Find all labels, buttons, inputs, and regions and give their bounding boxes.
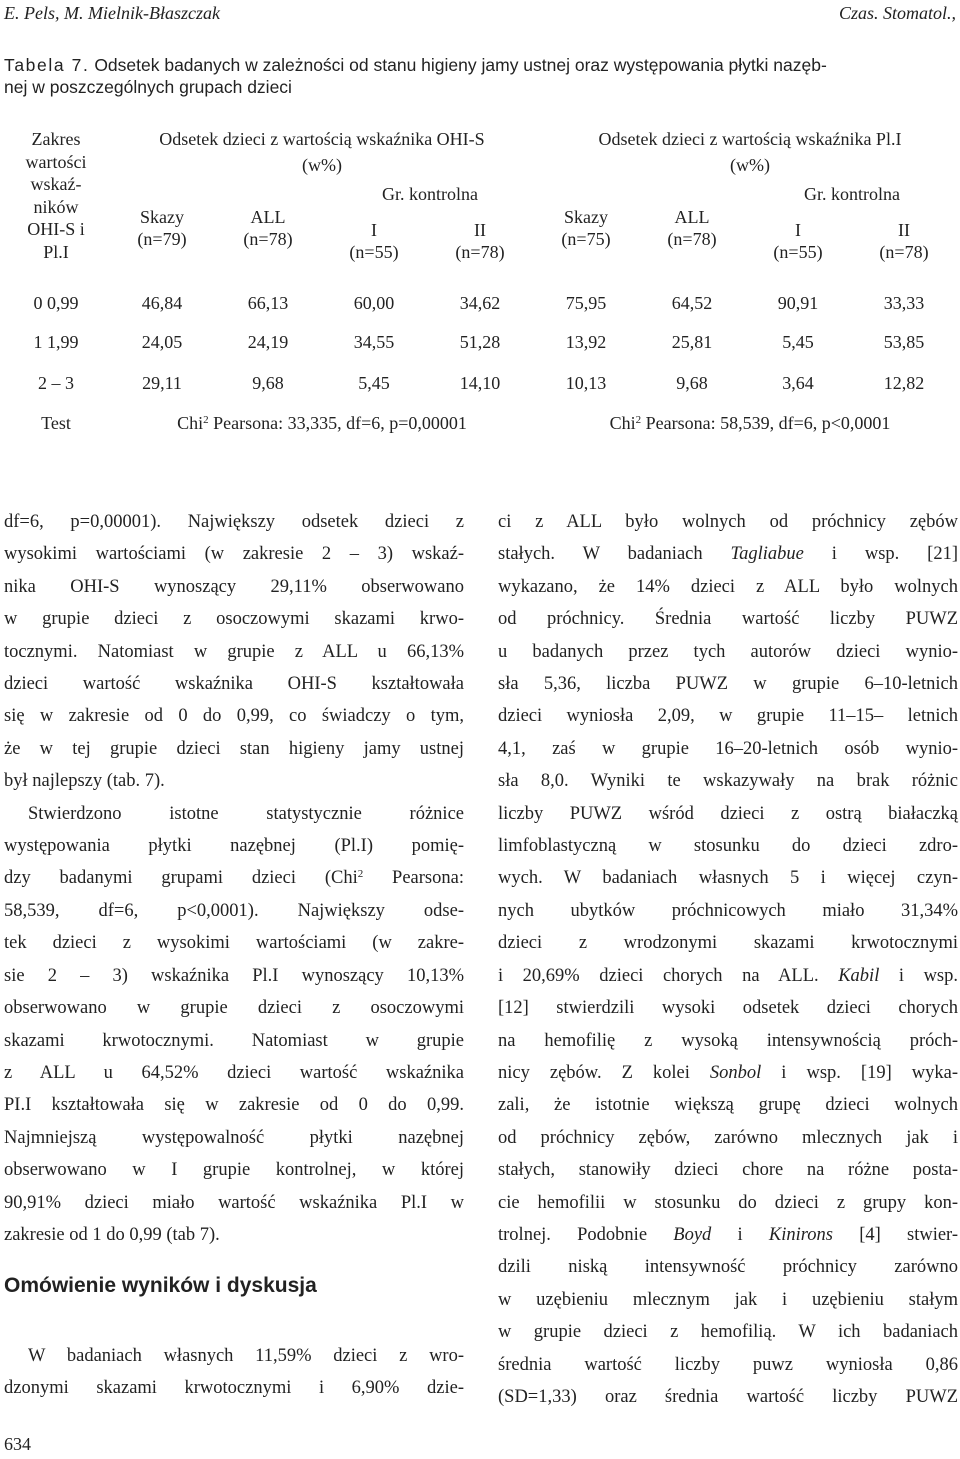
group1-unit: (w%) <box>302 155 342 175</box>
stub-line: wskaź- <box>30 174 82 195</box>
table-cell: 13,92 <box>565 332 607 352</box>
text-line: [12] stwierdzili wysoki odsetek dzieci chorych <box>498 998 958 1019</box>
text-line: 90,91% dzieci miało wartość wskaźnika Pl.I w <box>4 1192 464 1213</box>
control-group-label: Gr. kontrolna <box>804 184 900 204</box>
text-line <box>4 862 464 894</box>
author-name: Tagliabue <box>730 544 804 565</box>
text-line: u badanych przez tych autorów dzieci wynio- <box>498 641 958 662</box>
text-line: 58,539, df=6, p<0,0001). Największy odse- <box>4 900 464 921</box>
paragraph <box>4 798 464 1252</box>
text-line: dzieci wartość wskaźnika OHI-S kształtowała <box>4 674 464 695</box>
table-cell: 5,45 <box>782 332 814 352</box>
author-name: Kinirons <box>768 1224 833 1245</box>
text-line: df=6, p=0,00001). Największy odsetek dzieci z <box>4 512 464 532</box>
test-stats: Pearsona: 58,539, df=6, p<0,0001 <box>641 413 891 433</box>
body-left-column-lower <box>4 1340 464 1405</box>
results-table <box>0 124 960 444</box>
table-cell: 34,62 <box>459 293 501 313</box>
text-line: występowania płytki nazębnej (Pl.I) pomię- <box>4 836 464 857</box>
table-cell: 53,85 <box>883 332 925 352</box>
text-line <box>498 1219 958 1251</box>
text-line: zali, że istotnie większą grupę dzieci wolnych <box>498 1095 958 1116</box>
text-line: sie 2 – 3) wskaźnika Pl.I wynoszący 10,13% <box>4 965 464 986</box>
text-line: (SD=1,33) oraz średnia wartość liczby PUWZ <box>498 1386 958 1407</box>
text-line: nych ubytków próchnicowych miało 31,34% <box>498 900 958 921</box>
text-line: wykazano, że 14% dzieci z ALL było wolnych <box>498 576 958 597</box>
stub-line: wartości <box>25 151 87 172</box>
text-line: tek dzieci z wysokimi wartościami (w zakre- <box>4 933 464 954</box>
col-head-n: (n=78) <box>455 242 505 262</box>
text-line: nika OHI-S wynoszący 29,11% obserwowano <box>4 576 464 597</box>
text-line: wysokimi wartościami (w zakresie 2 – 3) wskaź- <box>4 544 464 565</box>
text-line: sła 5,36, liczba PUWZ w grupie 6–10-letnich <box>498 674 958 695</box>
body-right-column <box>498 506 958 1413</box>
table-cell: 9,68 <box>676 373 708 393</box>
text-line: dzieci z wrodzonymi skazami krwotocznymi <box>498 933 958 954</box>
text-line: limfoblastyczną w stosunku do dzieci zdro- <box>498 836 958 857</box>
row-range: 0 0,99 <box>33 293 79 313</box>
header-authors: E. Pels, M. Mielnik-Błaszczak <box>4 3 220 23</box>
test-chi: Chi <box>177 413 204 433</box>
text-line: cie hemofilii w stosunku do dzieci z grupy kon- <box>498 1192 958 1213</box>
table-cell: 29,11 <box>142 373 182 393</box>
row-range: 1 1,99 <box>33 332 79 352</box>
table-stub-header <box>0 128 112 264</box>
author-name: Kabil <box>838 965 880 986</box>
col-head-name: II <box>474 220 486 240</box>
col-head-n: (n=78) <box>667 229 717 249</box>
text-line: Najmniejszą występowalność płytki nazębnej <box>4 1127 464 1148</box>
text-line: zakresie od 1 do 0,99 (tab 7). <box>4 1224 220 1245</box>
text-line: Stwierdzono istotne statystycznie różnice <box>28 803 464 824</box>
test-result-pli <box>540 412 960 434</box>
text-run: i wsp. [19] wyka- <box>761 1062 958 1083</box>
table-cell: 64,52 <box>671 293 713 313</box>
col-head-n: (n=55) <box>773 242 823 262</box>
col-head <box>652 206 732 250</box>
text-line: stałych, stanowiły dzieci chore na różne posta- <box>498 1160 958 1181</box>
text-run: dzy badanymi grupami dzieci (Chi <box>4 868 358 889</box>
stub-line: Zakres <box>31 129 81 149</box>
text-line: średnia wartość liczby puwz wyniosła 0,86 <box>498 1354 958 1375</box>
col-head-n: (n=79) <box>137 229 187 249</box>
col-head-n: (n=75) <box>561 229 611 249</box>
table-cell: 24,19 <box>247 332 289 352</box>
text-line: że w tej grupie dzieci stan higieny jamy ustnej <box>4 738 464 759</box>
test-stats: Pearsona: 33,335, df=6, p=0,00001 <box>208 413 467 433</box>
table-cell: 24,05 <box>141 332 183 352</box>
text-run: i 20,69% dzieci chorych na ALL. <box>498 965 839 986</box>
text-line: skazami krwotocznymi. Natomiast w grupie <box>4 1030 464 1051</box>
col-head-name: Skazy <box>564 207 608 227</box>
table-cell: 3,64 <box>782 373 814 393</box>
col-head <box>864 219 944 263</box>
table-cell: 14,10 <box>459 373 501 393</box>
stub-line: OHI-S i <box>27 219 85 240</box>
text-run: trolnej. Podobnie <box>498 1224 674 1245</box>
group2-unit: (w%) <box>730 155 770 175</box>
author-name: Boyd <box>673 1224 712 1245</box>
table-caption <box>4 54 954 98</box>
paragraph <box>4 1340 464 1405</box>
text-line: w grupie dzieci z osoczowymi skazami krwo- <box>4 609 464 630</box>
text-run: i wsp. [21] <box>803 544 958 565</box>
text-line: ci z ALL było wolnych od próchnicy zębów <box>498 512 958 532</box>
text-line: od próchnicy. Średnia wartość liczby PUWZ <box>498 609 958 630</box>
table-cell: 66,13 <box>247 293 289 313</box>
table-cell: 75,95 <box>565 293 607 313</box>
col-head <box>440 219 520 263</box>
text-line: liczby PUWZ wśród dzieci z ostrą białaczką <box>498 803 958 824</box>
test-result-ohis <box>112 412 532 434</box>
table-cell: 46,84 <box>141 293 183 313</box>
body-left-column <box>4 506 464 1251</box>
test-sup: 2 <box>635 414 642 426</box>
control-group-label: Gr. kontrolna <box>382 184 478 204</box>
table-cell: 90,91 <box>777 293 819 313</box>
table-caption-text: Odsetek badanych w zależności od stanu higieny jamy ustnej oraz występowania płytki nazęb- <box>94 55 827 75</box>
text-line <box>498 538 958 570</box>
section-heading: Omówienie wyników i dyskusja <box>4 1274 317 1297</box>
table-cell: 5,45 <box>358 373 390 393</box>
superscript: 2 <box>357 868 364 881</box>
group2-title: Odsetek dzieci z wartością wskaźnika Pl.I <box>598 129 902 149</box>
text-line: w grupie dzieci z hemofilią. W ich badaniach <box>498 1322 958 1343</box>
col-head-name: I <box>371 220 377 240</box>
text-run: stałych. W badaniach <box>498 544 731 565</box>
col-head-name: II <box>898 220 910 240</box>
stub-line: ników <box>33 196 79 217</box>
paragraph <box>4 506 464 798</box>
stub-line: Pl.I <box>43 241 69 262</box>
col-head <box>546 206 626 250</box>
group1-title: Odsetek dzieci z wartością wskaźnika OHI-S <box>159 129 485 149</box>
text-line: na hemofilię z wysoką intensywnością próch- <box>498 1030 958 1051</box>
text-line: sła 8,0. Wyniki te wskazywały na brak różnic <box>498 771 958 792</box>
table-cell: 25,81 <box>671 332 713 352</box>
col-head <box>334 219 414 263</box>
header-journal: Czas. Stomatol., <box>838 3 956 23</box>
page-number: 634 <box>4 1434 31 1454</box>
table-cell: 9,68 <box>252 373 284 393</box>
test-chi: Chi <box>609 413 636 433</box>
col-head-n: (n=55) <box>349 242 399 262</box>
text-line: tocznymi. Natomiast w grupie z ALL u 66,13% <box>4 641 464 662</box>
text-line: obserwowano w I grupie kontrolnej, w której <box>4 1160 464 1181</box>
test-sup: 2 <box>203 414 209 426</box>
text-line: z ALL u 64,52% dzieci wartość wskaźnika <box>4 1062 464 1083</box>
text-line <box>498 960 958 992</box>
text-line: dzieci wyniosła 2,09, w grupie 11–15– letnich <box>498 706 958 727</box>
text-line: obserwowano w grupie dzieci z osoczowymi <box>4 998 464 1019</box>
col-head-name: ALL <box>250 207 286 227</box>
text-line: dzonymi skazami krwotocznymi i 6,90% dzie- <box>4 1378 464 1399</box>
text-line: 4,1, zaś w grupie 16–20-letnich osób wynio- <box>498 738 958 759</box>
text-line: był najlepszy (tab. 7). <box>4 771 165 792</box>
table-caption-text-cont: nej w poszczególnych grupach dzieci <box>4 77 292 97</box>
text-line: dzili niską intensywność próchnicy zarówno <box>498 1257 958 1278</box>
table-cell: 60,00 <box>353 293 395 313</box>
col-head-name: I <box>795 220 801 240</box>
text-line: PI.I kształtowała się w zakresie od 0 do 0,99. <box>4 1095 464 1116</box>
text-line: od próchnicy zębów, zarówno mlecznych jak i <box>498 1127 958 1148</box>
running-header <box>4 0 956 26</box>
text-run: Pearsona: <box>363 868 464 889</box>
row-test-label: Test <box>41 413 71 433</box>
table-cell: 34,55 <box>353 332 395 352</box>
table-caption-label: Tabela 7. <box>4 55 90 75</box>
col-head <box>758 219 838 263</box>
text-line <box>498 1057 958 1089</box>
text-run: i wsp. <box>879 965 959 986</box>
table-cell: 33,33 <box>883 293 925 313</box>
text-run: [4] stwier- <box>832 1224 958 1245</box>
table-cell: 51,28 <box>459 332 501 352</box>
col-head <box>122 206 202 250</box>
col-head-name: ALL <box>674 207 710 227</box>
text-line: w uzębieniu mlecznym jak i uzębieniu stałym <box>498 1289 958 1310</box>
text-line: się w zakresie od 0 do 0,99, co świadczy o tym, <box>4 706 464 727</box>
col-head-name: Skazy <box>140 207 184 227</box>
row-range: 2 – 3 <box>38 373 74 393</box>
col-head-n: (n=78) <box>243 229 293 249</box>
text-line: W badaniach własnych 11,59% dzieci z wro- <box>28 1346 464 1366</box>
author-name: Sonbol <box>709 1062 762 1083</box>
text-line: wych. W badaniach własnych 5 i więcej czyn- <box>498 868 958 889</box>
text-run: i <box>711 1224 769 1245</box>
col-head-n: (n=78) <box>879 242 929 262</box>
text-run: nicy zębów. Z kolei <box>498 1062 710 1083</box>
table-cell: 10,13 <box>565 373 607 393</box>
col-head <box>228 206 308 250</box>
table-cell: 12,82 <box>883 373 925 393</box>
